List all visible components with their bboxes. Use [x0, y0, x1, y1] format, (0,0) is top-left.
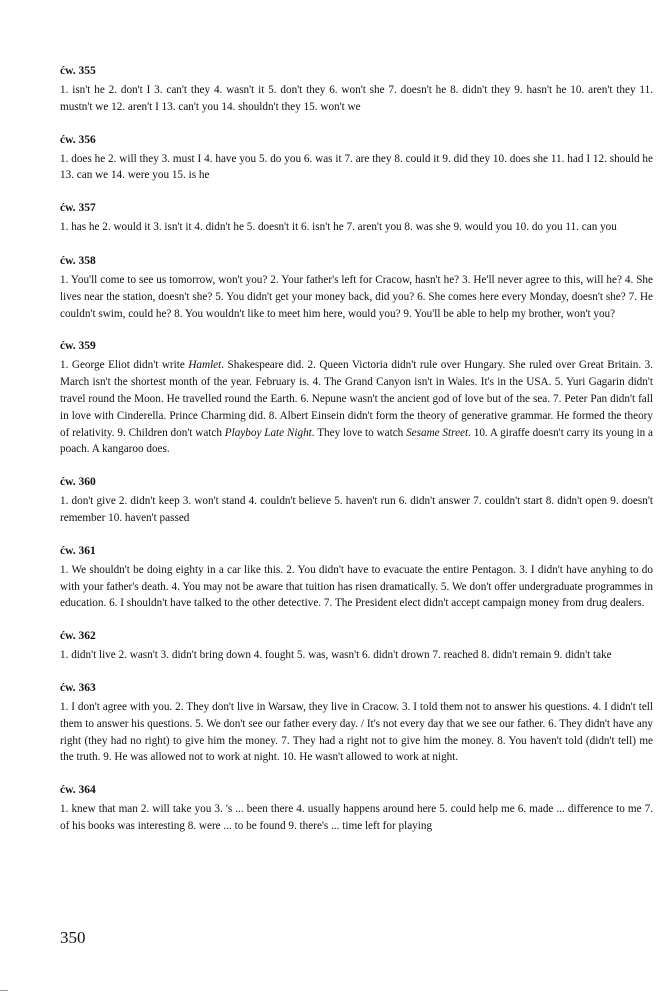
exercise-364 [60, 783, 653, 835]
exercise-361 [60, 544, 653, 612]
answer-text: . 10. A giraffe doesn't carry its young in a poach. A kangaroo does. [60, 426, 654, 456]
exercise-answers: 1. does he 2. will they 3. must I 4. have you 5. do you 6. was it 7. are they 8. could it 9. did they 10. does she 11. had I 12. should he 13. can we 14. were you 15. is he [60, 152, 653, 182]
exercise-title: ćw. 360 [60, 476, 96, 489]
exercise-title: ćw. 361 [60, 544, 96, 557]
exercise-title: ćw. 363 [60, 681, 96, 694]
exercise-answers: 1. You'll come to see us tomorrow, won't you? 2. Your father's left for Cracow, hasn't he? 3. He'll never agree to this, will he? 4. She lives near the station, doesn't she? 5. You didn't get your money back, did you? 6. She comes here every Monday, doesn't she? 7. He couldn't swim, could he? 8. You wouldn't like to meet him here, would you? 9. You'll be able to help my brother, won't you? [60, 273, 653, 320]
exercise-362 [60, 629, 653, 664]
exercise-title: ćw. 357 [60, 202, 96, 215]
exercise-355 [60, 64, 653, 116]
exercise-answers: 1. knew that man 2. will take you 3. 's ... been there 4. usually happens around here 5. could help me 6. made ... difference to me 7. of his books was interesting 8. were ... to be found 9. there's ... time left for playing [60, 803, 653, 832]
answer-text: 1. George Eliot didn't write [60, 359, 189, 372]
answer-text: . Shakespeare did. 2. Queen Victoria didn't rule over Hungary. She ruled over Great Britain. 3. March isn't the shortest month of the year. February is. 4. The Grand Canyon isn't in Wales. It's in the USA. 5. Yuri Gagarin didn't travel round the Moon. He travelled round the Earth. 6. Nepune wasn't the ancient god of love but of the sea. 7. Peter Pan didn't fall in love with Cinderella. Prince Charming did. 8. Albert Einsein didn't form the theory of generative grammar. He formed the theory of relativity. 9. Children don't watch [60, 359, 653, 439]
exercise-title: ćw. 358 [60, 254, 96, 267]
scan-edge-mark [0, 990, 8, 991]
exercise-answers: 1. isn't he 2. don't I 3. can't they 4. wasn't it 5. don't they 6. won't she 7. doesn't he 8. didn't they 9. hasn't he 10. aren't they 11. mustn't we 12. aren't I 13. can't you 14. shouldn't they 15. won't we [60, 84, 653, 113]
exercise-answers: 1. I don't agree with you. 2. They don't live in Warsaw, they live in Cracow. 3. I told them not to answer his questions. 4. I didn't tell them to answer his questions. 5. We don't see our father every day. / It's not every day that we see our father. 6. They didn't have any right (they had no right) to give him the money. 7. They had a right not to give him the money. 8. You haven't told (didn't tell) me the truth. 9. He was allowed not to work at night. 10. He wasn't allowed to work at night. [60, 700, 653, 764]
exercise-title: ćw. 359 [60, 340, 96, 353]
exercise-title: ćw. 362 [60, 630, 96, 643]
exercise-356 [60, 133, 653, 185]
exercise-answers: 1. don't give 2. didn't keep 3. won't stand 4. couldn't believe 5. haven't run 6. didn't answer 7. couldn't start 8. didn't open 9. doesn't remember 10. haven't passed [60, 495, 653, 524]
exercise-360 [60, 475, 653, 527]
title-hamlet: Hamlet [188, 359, 222, 372]
exercise-answers: 1. We shouldn't be doing eighty in a car like this. 2. You didn't have to evacuate the entire Pentagon. 3. I didn't have anyhing to do with your father's death. 4. You may not be aware that tuition has risen dramatically. 5. We don't offer undergraduate programmes in education. 6. I shouldn't have talked to the other detective. 7. The President elect didn't accept campaign money from drug dealers. [60, 563, 653, 610]
exercise-358 [60, 254, 653, 322]
exercise-359 [60, 339, 653, 458]
exercise-answers [60, 357, 653, 458]
exercise-title: ćw. 356 [60, 133, 96, 146]
exercise-answers: 1. has he 2. would it 3. isn't it 4. didn't he 5. doesn't it 6. isn't he 7. aren't you 8. was she 9. would you 10. do you 11. can you [60, 221, 617, 234]
exercise-title: ćw. 364 [60, 784, 96, 797]
exercise-363 [60, 681, 653, 766]
answer-key-content [60, 64, 653, 852]
answer-text: . They love to watch [311, 426, 407, 439]
title-playboy-late-night: Playboy Late Night [224, 426, 312, 439]
title-sesame-street: Sesame Street [406, 426, 469, 439]
exercise-answers: 1. didn't live 2. wasn't 3. didn't bring down 4. fought 5. was, wasn't 6. didn't drown 7. reached 8. didn't remain 9. didn't take [60, 649, 612, 662]
page-number: 350 [60, 928, 86, 947]
exercise-357 [60, 201, 653, 236]
exercise-title: ćw. 355 [60, 65, 96, 77]
